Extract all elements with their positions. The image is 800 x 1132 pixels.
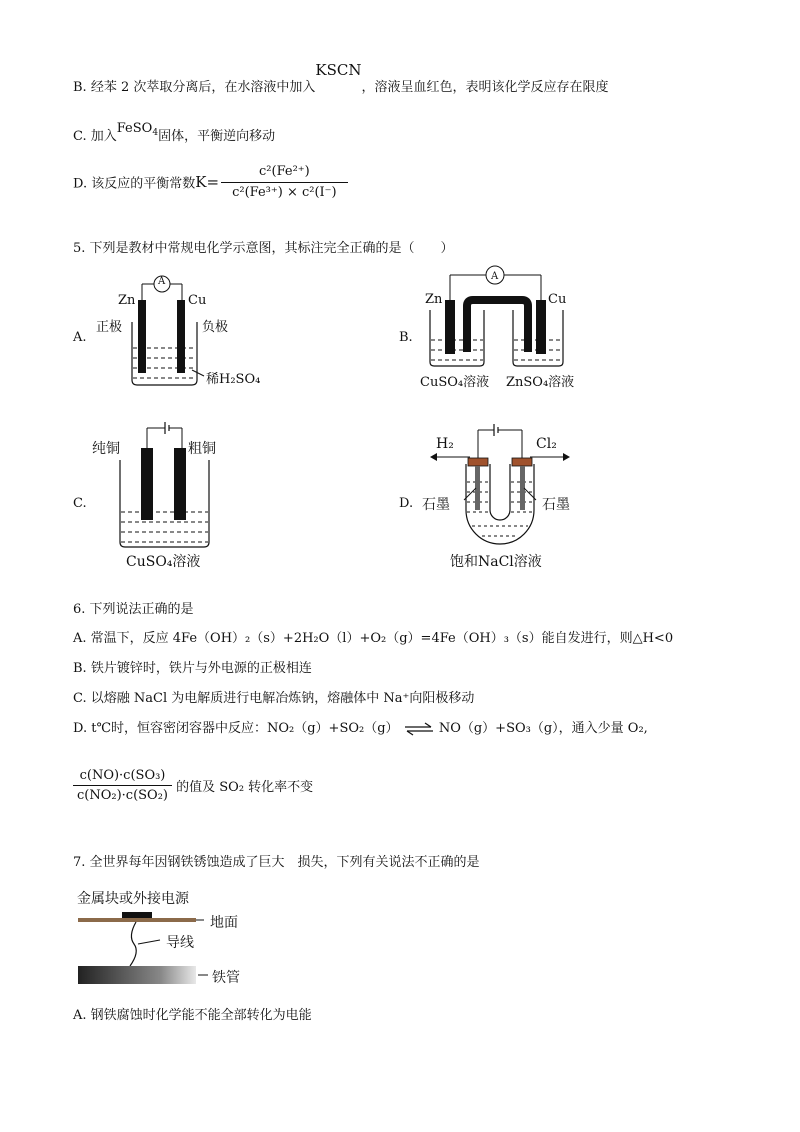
q5-b-right-solution: ZnSO₄溶液 (506, 375, 575, 390)
q6-stem: 6. 下列说法正确的是 (73, 602, 194, 617)
q5-c-right-label: 粗铜 (188, 441, 216, 457)
q4-option-b-prefix: B. 经苯 2 次萃取分离后，在水溶液中加入 (73, 80, 316, 95)
q5-d-letter: D. (399, 496, 414, 511)
q5-b-ammeter-label: A (491, 271, 499, 282)
q4-option-d-denominator: c²(Fe³⁺) × c²(I⁻) (232, 185, 337, 200)
q5-d-right-gas: Cl₂ (536, 436, 557, 452)
q4-option-b (73, 61, 609, 95)
q7-fig-wire-label: 导线 (166, 935, 194, 951)
q6-option-d-expression (73, 768, 313, 803)
q6-option-d-numerator: c(NO)·c(SO₃) (73, 768, 172, 786)
q4-option-c-reagent: FeSO (116, 121, 153, 136)
q5-c-letter: C. (73, 496, 87, 511)
q5-a-right-pole: 负极 (202, 320, 229, 335)
q5-stem: 5. 下列是教材中常规电化学示意图，其标注完全正确的是（ ） (73, 241, 454, 256)
q4-option-b-suffix: ，溶液呈血红色，表明该化学反应存在限度 (361, 80, 609, 95)
q5-b-left-solution: CuSO₄溶液 (420, 375, 490, 390)
q7-fig-pipe-label: 铁管 (212, 970, 240, 986)
q4-option-d-fraction (221, 164, 348, 200)
q5-a-letter: A. (73, 330, 87, 345)
q4-option-c-prefix: C. 加入 (73, 129, 117, 144)
q5-a-left-metal: Zn (118, 293, 136, 308)
q5-b-left-metal: Zn (425, 292, 443, 307)
q6-option-d-fraction (73, 768, 172, 803)
q4-option-d (73, 164, 348, 200)
q4-option-d-k: K= (195, 173, 220, 191)
q4-option-d-prefix: D. 该反应的平衡常数 (73, 176, 196, 192)
q5-d-left-gas: H₂ (436, 436, 454, 452)
q4-option-c (73, 117, 276, 144)
q5-a-solution: 稀H₂SO₄ (206, 372, 261, 387)
q4-option-c-suffix: 固体，平衡逆向移动 (158, 129, 276, 144)
q7-stem: 7. 全世界每年因钢铁锈蚀造成了巨大 损失，下列有关说法不正确的是 (73, 855, 480, 870)
q5-a-left-pole: 正极 (96, 320, 123, 335)
q5-b-letter: B. (399, 330, 413, 345)
equilibrium-arrows-icon (403, 723, 435, 735)
q7-fig-ground-label: 地面 (210, 915, 238, 931)
q7-option-a: A. 钢铁腐蚀时化学能不能全部转化为电能 (73, 1008, 312, 1023)
q6-option-c: C. 以熔融 NaCl 为电解质进行电解冶炼钠，熔融体中 Na⁺向阳极移动 (73, 691, 475, 706)
q5-c-left-label: 纯铜 (92, 441, 120, 457)
q5-d-solution: 饱和NaCl溶液 (450, 554, 542, 570)
q5-a-ammeter-label: A (158, 276, 166, 287)
q4-option-c-reagent-sub: 4 (152, 128, 159, 138)
q5-b-right-metal: Cu (548, 292, 567, 307)
q6-option-b: B. 铁片镀锌时，铁片与外电源的正极相连 (73, 661, 312, 676)
q6-option-d-tail: 的值及 SO₂ 转化率不变 (176, 780, 314, 795)
q6-option-d-part1: D. t℃时，恒容密闭容器中反应：NO₂（g）+SO₂（g） (73, 721, 399, 736)
q5-d-right-electrode: 石墨 (542, 497, 570, 513)
q5-d-left-electrode: 石墨 (422, 497, 450, 513)
q5-a-right-metal: Cu (188, 293, 207, 308)
q6-option-d-part2: NO（g）+SO₃（g），通入少量 O₂, (438, 721, 648, 736)
q4-option-d-numerator: c²(Fe²⁺) (221, 164, 348, 183)
q6-option-d-denominator: c(NO₂)·c(SO₂) (77, 788, 168, 803)
q7-fig-top-label: 金属块或外接电源 (77, 891, 189, 907)
q5-b-diagram (425, 262, 585, 372)
q6-option-a: A. 常温下，反应 4Fe（OH）₂（s）+2H₂O（l）+O₂（g）=4Fe（OH）₃（s）能自发进行，则△H<0 (73, 631, 674, 646)
q6-option-d (73, 717, 648, 736)
q4-option-b-reagent: KSCN (315, 61, 362, 79)
q5-c-solution: CuSO₄溶液 (126, 554, 201, 570)
